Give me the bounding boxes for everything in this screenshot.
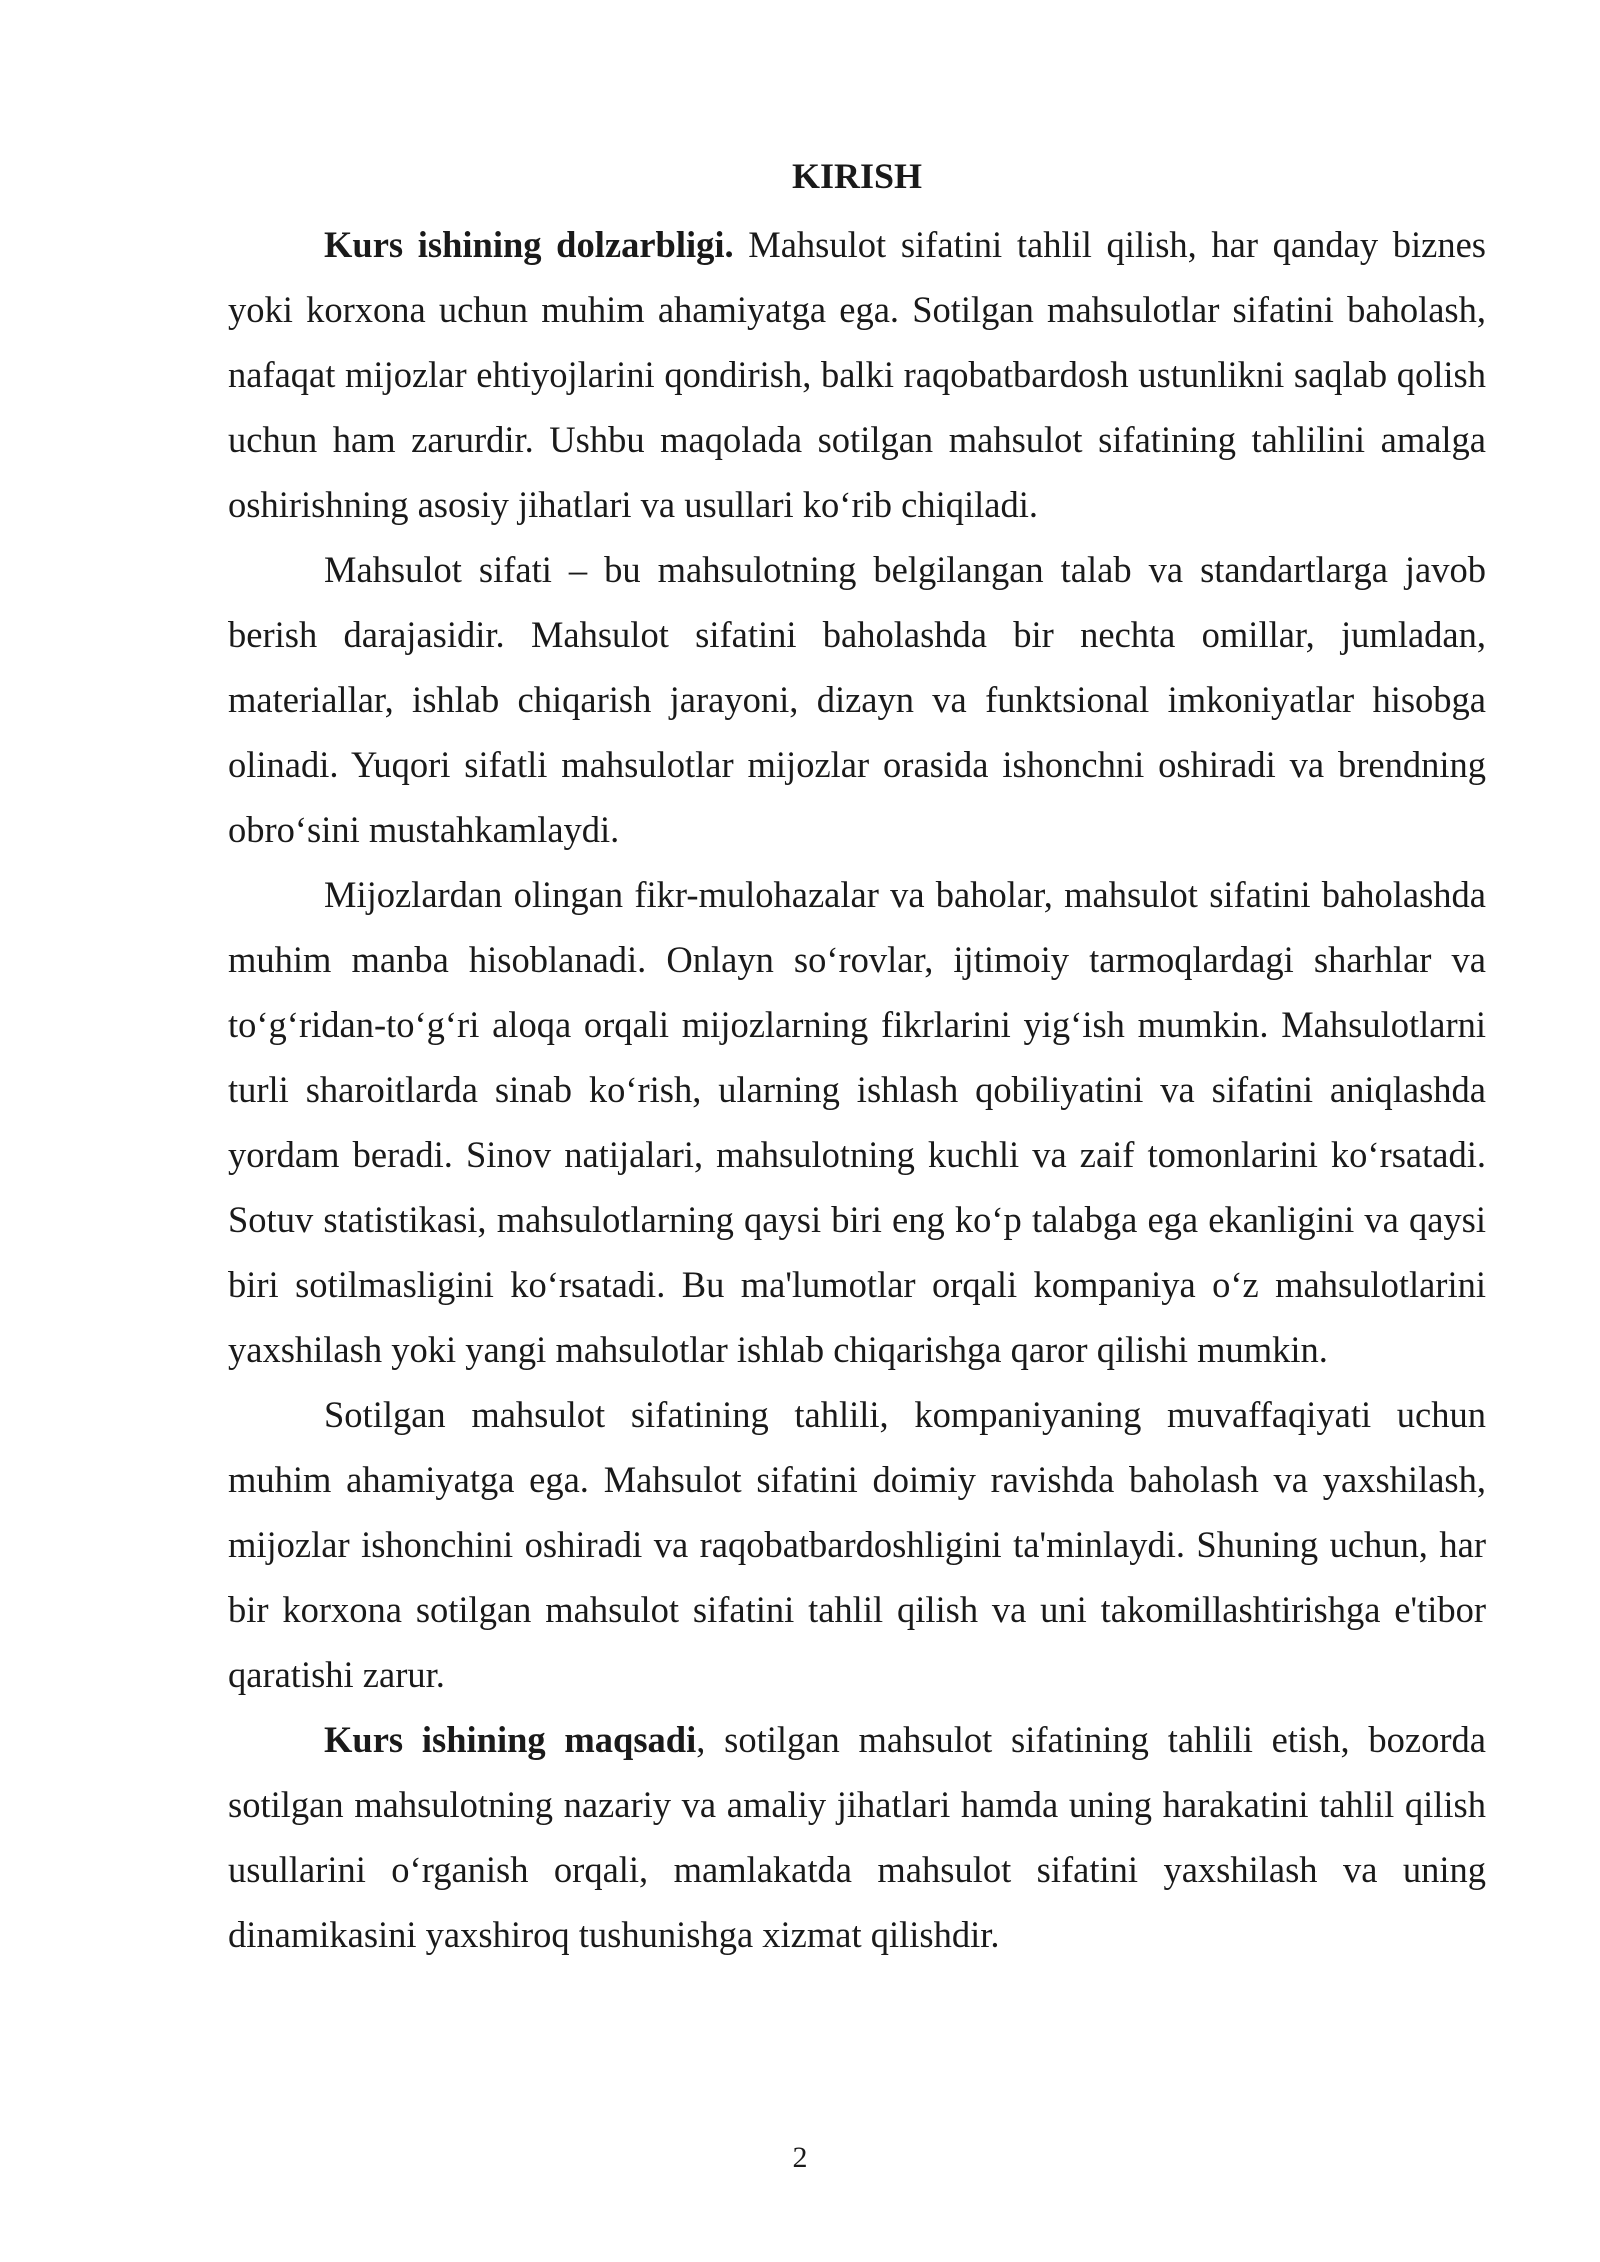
section-heading: KIRISH	[791, 156, 923, 196]
paragraph-text: Mahsulot sifati – bu mahsulotning belgilangan talab va standartlarga javob berish darajasidir. Mahsulot sifatini baholashda bir nechta omillar, jumladan, materiallar, ishlab chiqarish jarayoni, dizayn va funktsional imkoniyatlar hisobga olinadi. Yuqori sifatli mahsulotlar mijozlar orasida ishonchni oshiradi va brendning obro‘sini mustahkamlaydi.	[228, 549, 1486, 850]
paragraph-customer-feedback	[228, 862, 1486, 1382]
paragraph-text: Sotilgan mahsulot sifatining tahlili, kompaniyaning muvaffaqiyati uchun muhim ahamiyatga ega. Mahsulot sifatini doimiy ravishda baholash va yaxshilash, mijozlar ishonchini oshiradi va raqobatbardoshligini ta'minlaydi. Shuning uchun, har bir korxona sotilgan mahsulot sifatini tahlil qilish va uni takomillashtirishga e'tibor qaratishi zarur.	[228, 1394, 1486, 1695]
page-number: 2	[792, 2141, 808, 2174]
paragraph-text: , sotilgan mahsulot sifatining tahlili etish, bozorda sotilgan mahsulotning nazariy va amaliy jihatlari hamda uning harakatini tahlil qilish usullarini o‘rganish orqali, mamlakatda mahsulot sifatini yaxshilash va uning dinamikasini yaxshiroq tushunishga xizmat qilishdir.	[228, 1719, 1486, 1955]
paragraph-text: Mijozlardan olingan fikr-mulohazalar va baholar, mahsulot sifatini baholashda muhim manba hisoblanadi. Onlayn so‘rovlar, ijtimoiy tarmoqlardagi sharhlar va to‘g‘ridan-to‘g‘ri aloqa orqali mijozlarning fikrlarini yig‘ish mumkin. Mahsulotlarni turli sharoitlarda sinab ko‘rish, ularning ishlash qobiliyatini va sifatini aniqlashda yordam beradi. Sinov natijalari, mahsulotning kuchli va zaif tomonlarini ko‘rsatadi. Sotuv statistikasi, mahsulotlarning qaysi biri eng ko‘p talabga ega ekanligini va qaysi biri sotilmasligini ko‘rsatadi. Bu ma'lumotlar orqali kompaniya o‘z mahsulotlarini yaxshilash yoki yangi mahsulotlar ishlab chiqarishga qaror qilishi mumkin.	[228, 874, 1486, 1370]
page-content	[228, 150, 1486, 1967]
paragraph-lead-relevance: Kurs ishining dolzarbligi.	[324, 224, 734, 265]
paragraph-lead-goal: Kurs ishining maqsadi	[324, 1719, 697, 1760]
paragraph-relevance	[228, 212, 1486, 537]
paragraph-text: Mahsulot sifatini tahlil qilish, har qanday biznes yoki korxona uchun muhim ahamiyatga ega. Sotilgan mahsulotlar sifatini baholash, nafaqat mijozlar ehtiyojlarini qondirish, balki raqobatbardosh ustunlikni saqlab qolish uchun ham zarurdir. Ushbu maqolada sotilgan mahsulot sifatining tahlilini amalga oshirishning asosiy jihatlari va usullari ko‘rib chiqiladi.	[228, 224, 1486, 525]
paragraph-quality-analysis	[228, 1382, 1486, 1707]
paragraph-goal	[228, 1707, 1486, 1967]
paragraph-product-quality	[228, 537, 1486, 862]
